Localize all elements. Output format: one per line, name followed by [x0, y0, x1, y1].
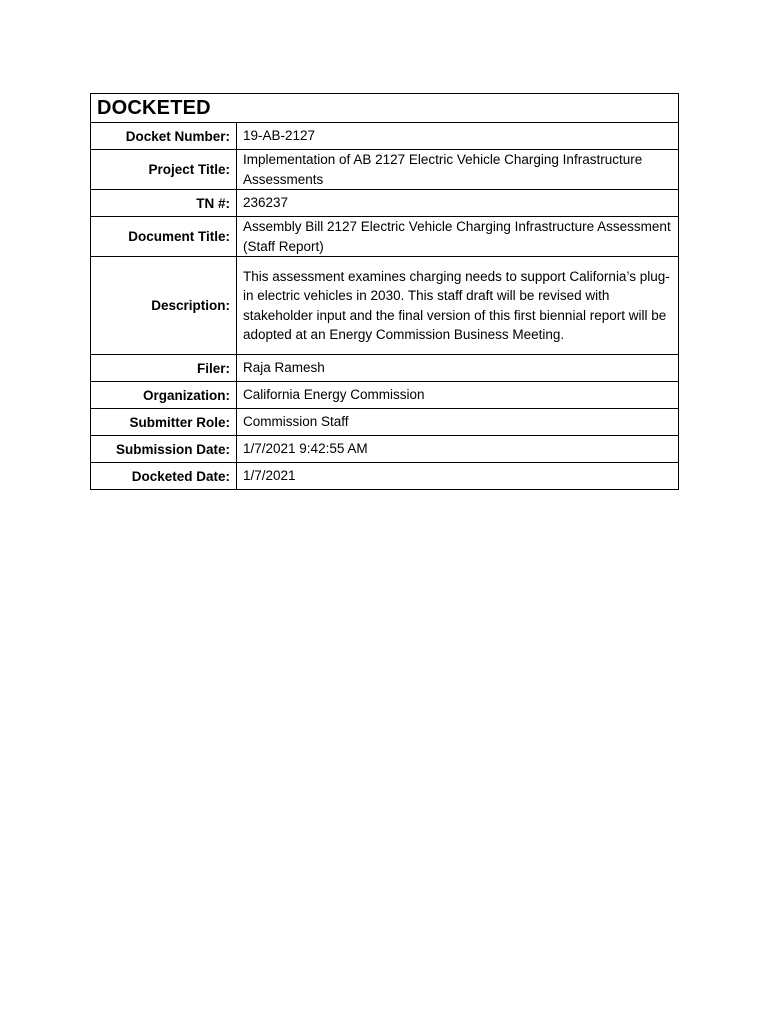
submitter-role-label: Submitter Role:: [91, 409, 237, 436]
organization-value: California Energy Commission: [237, 382, 679, 409]
docket-header-row: [91, 94, 679, 123]
docket-number-label: Docket Number:: [91, 123, 237, 150]
project-title-row: [91, 150, 679, 190]
docketed-heading: DOCKETED: [91, 94, 679, 123]
submitter-role-value: Commission Staff: [237, 409, 679, 436]
description-label: Description:: [91, 257, 237, 355]
filer-value: Raja Ramesh: [237, 355, 679, 382]
submitter-role-row: [91, 409, 679, 436]
submission-date-row: [91, 436, 679, 463]
docket-number-row: [91, 123, 679, 150]
tn-row: [91, 190, 679, 217]
document-title-row: [91, 217, 679, 257]
document-title-value: Assembly Bill 2127 Electric Vehicle Charging Infrastructure Assessment (Staff Report): [237, 217, 679, 257]
docket-number-value: 19-AB-2127: [237, 123, 679, 150]
docketed-date-row: [91, 463, 679, 490]
docketed-date-value: 1/7/2021: [237, 463, 679, 490]
filer-label: Filer:: [91, 355, 237, 382]
project-title-value: Implementation of AB 2127 Electric Vehicle Charging Infrastructure Assessments: [237, 150, 679, 190]
submission-date-label: Submission Date:: [91, 436, 237, 463]
docket-info-table: [90, 93, 679, 490]
docketed-date-label: Docketed Date:: [91, 463, 237, 490]
tn-value: 236237: [237, 190, 679, 217]
filer-row: [91, 355, 679, 382]
tn-label: TN #:: [91, 190, 237, 217]
description-row: [91, 257, 679, 355]
project-title-label: Project Title:: [91, 150, 237, 190]
description-value: This assessment examines charging needs to support California’s plug-in electric vehicles in 2030. This staff draft will be revised with stakeholder input and the final version of this first biennial report will be adopted at an Energy Commission Business Meeting.: [237, 257, 679, 355]
document-title-label: Document Title:: [91, 217, 237, 257]
submission-date-value: 1/7/2021 9:42:55 AM: [237, 436, 679, 463]
organization-label: Organization:: [91, 382, 237, 409]
organization-row: [91, 382, 679, 409]
